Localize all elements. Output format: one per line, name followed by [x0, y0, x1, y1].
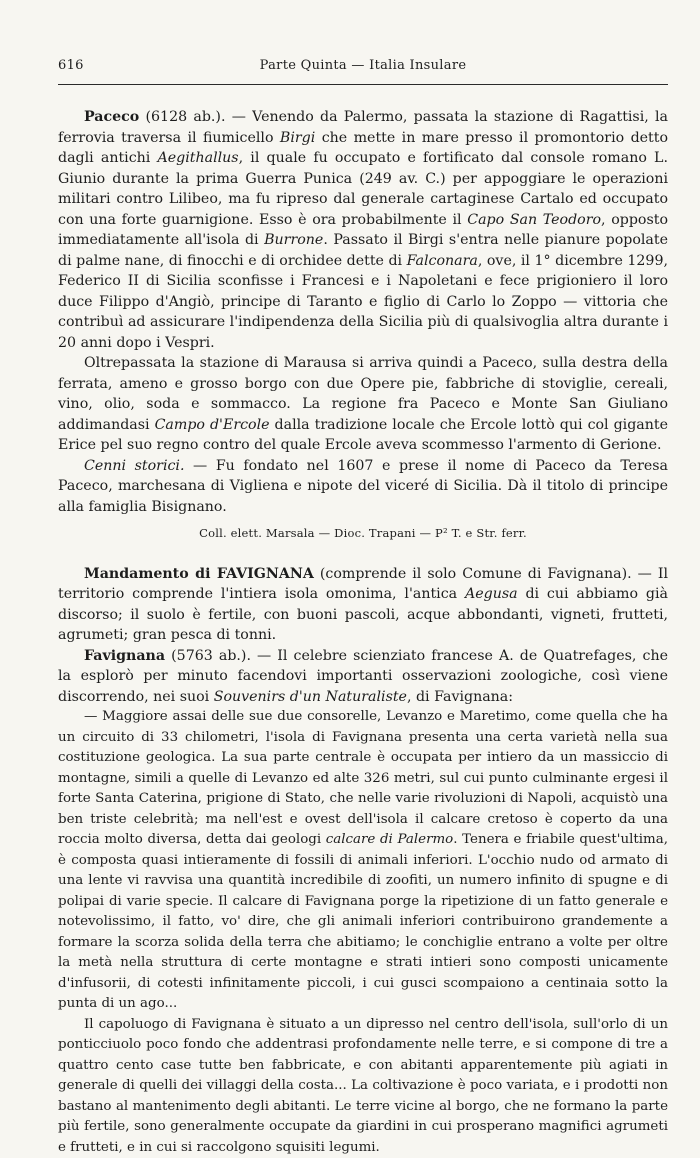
- italic-term: Capo San Teodoro: [467, 212, 601, 228]
- entry-title-favignana: Favignana: [84, 648, 165, 664]
- text-run: . Passato il Birgi s'entra nelle pianure popolate di palme nane, di finocchi e di orchidee dette di: [58, 232, 668, 269]
- entry-title-mandamento: Mandamento di FAVIGNANA: [84, 566, 314, 582]
- paragraph-paceco-1: [58, 107, 668, 353]
- italic-term: Campo d'Ercole: [155, 417, 270, 433]
- text-run: di cui abbiamo già discorso; il suolo è fertile, con buoni pascoli, acque abbondanti, vigneti, frutteti, agrumeti; gran pesca di tonni.: [58, 586, 668, 643]
- page-header: [58, 58, 668, 82]
- italic-term: Burrone: [264, 232, 323, 248]
- text-run: (5763 ab.). — Il celebre scienziato francese A. de Quatrefages, che la esplorò per minuto facendovi importanti osservazioni zoologiche, così viene discorrendo, nei suoi: [58, 648, 668, 705]
- text-run: . Tenera e friabile quest'ultima, è composta quasi intieramente di fossili di animali inferiori. L'occhio nudo od armato di una lente vi ravvisa una quantità incredibile di zoofiti, un numero infinito di spugne e di polipai di varie specie. Il calcare di Favignana porge la ripetizione di un fatto generale e notevolissimo, il fatto, vo' dire, che gli animali inferiori contribuirono grandemente a formare la scorza solida della terra che abitiamo; le conchiglie entrano a volte per oltre la metà nella struttura di certe montagne e strati intieri sono composti unicamente d'infusorii, di cotesti infinitamente piccoli, i cui gusci scompaiono a centinaia sotto la punta di un ago...: [58, 832, 668, 1011]
- text-run: (comprende il solo Comune di Favignana). — Il territorio comprende l'intiera isola omonima, l'antica: [58, 566, 668, 603]
- italic-term: Souvenirs d'un Naturaliste: [214, 689, 407, 705]
- text-run: , il quale fu occupato e fortificato dal console romano L. Giunio durante la prima Guerra Punica (249 av. C.) per appoggiare le operazioni militari contro Lilibeo, ma fu ripreso dal generale cartaginese Cartalo ed occupato con una forte guarnigione. Esso è ora probabilmente il: [58, 150, 668, 228]
- page-number: 616: [58, 58, 84, 73]
- italic-term: calcare di Palermo: [326, 832, 453, 847]
- header-rule: [58, 84, 668, 85]
- electoral-footnote: Coll. elett. Marsala — Dioc. Trapani — P² T. e Str. ferr.: [58, 523, 668, 544]
- italic-term: Aegusa: [465, 586, 518, 602]
- italic-term: Birgi: [280, 130, 315, 146]
- paragraph-favignana: [58, 646, 668, 708]
- section-label: Cenni storici.: [84, 458, 184, 474]
- paragraph-paceco-2: [58, 353, 668, 456]
- text-run: (6128 ab.). — Venendo da Palermo, passata la stazione di Ragattisi, la ferrovia traversa il fiumicello: [58, 109, 668, 146]
- paragraph-capoluogo: Il capoluogo di Favignana è situato a un dipresso nel centro dell'isola, sull'orlo di un ponticciuolo poco fondo che addentrasi profondamente nelle terre, e si compone di tre a quattro cento case tutte ben fabbricate, e con abitanti apparentemente più agiati in generale di quelli dei villaggi della costa... La coltivazione è poco variata, e i prodotti non bastano al mantenimento degli abitanti. Le terre vicine al borgo, che ne formano la parte più fertile, sono generalmente occupate da giardini in cui prosperano magnifici agrumeti e frutteti, e in cui si raccolgono squisiti legumi.: [58, 1015, 668, 1158]
- entry-title-paceco: Paceco: [84, 109, 139, 125]
- text-run: , opposto immediatamente all'isola di: [58, 212, 668, 249]
- paragraph-quotation: [58, 707, 668, 1015]
- body-text: [58, 107, 668, 1158]
- text-run: — Fu fondato nel 1607 e prese il nome di Paceco da Teresa Paceco, marchesana di Vigliena e nipote del viceré di Sicilia. Dà il titolo di principe alla famiglia Bisignano.: [58, 458, 668, 515]
- text-run: dalla tradizione locale che Ercole lottò qui col gigante Erice pel suo regno contro del quale Ercole aveva scommesso l'armento di Gerione.: [58, 417, 668, 454]
- running-title: Parte Quinta — Italia Insulare: [58, 58, 668, 73]
- text-run: , di Favignana:: [407, 689, 513, 705]
- italic-term: Aegithallus: [158, 150, 239, 166]
- text-run: , ove, il 1° dicembre 1299, Federico II di Sicilia sconfisse i Francesi e i Napoletani e fece prigioniero il loro duce Filippo d'Angiò, principe di Taranto e figlio di Carlo lo Zoppo — vittoria che contribuì ad assicurare l'indipendenza della Sicilia più di qualsivoglia altra durante i 20 anni dopo i Vespri.: [58, 253, 668, 351]
- text-run: che mette in mare presso il promontorio detto dagli antichi: [58, 130, 668, 167]
- paragraph-mandamento: [58, 564, 668, 646]
- text-run: — Maggiore assai delle sue due consorelle, Levanzo e Maretimo, come quella che ha un circuito di 33 chilometri, l'isola di Favignana presenta una certa varietà nella sua costituzione geologica. La sua parte centrale è occupata per intiero da un massiccio di montagne, simili a quelle di Levanzo ed alte 326 metri, sul cui punto culminante ergesi il forte Santa Caterina, prigione di Stato, che nelle varie rivoluzioni di Napoli, acquistò una ben triste celebrità; ma nell'est e ovest dell'isola il calcare cretoso è coperto da una roccia molto diversa, detta dai geologi: [58, 709, 668, 847]
- italic-term: Falconara: [407, 253, 478, 269]
- paragraph-paceco-history: [58, 456, 668, 518]
- text-run: Oltrepassata la stazione di Marausa si arriva quindi a Paceco, sulla destra della ferrata, ameno e grosso borgo con due Opere pie, fabbriche di stoviglie, cereali, vino, olio, soda e sommacco. La regione fra Paceco e Monte San Giuliano addimandasi: [58, 355, 668, 433]
